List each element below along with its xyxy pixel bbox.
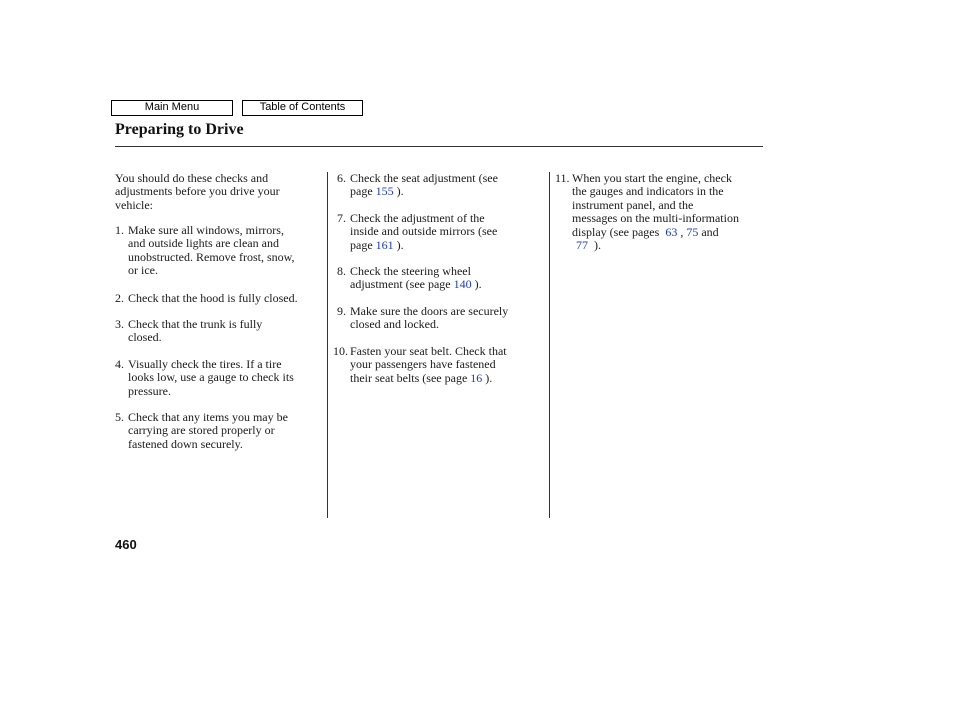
item-line: pressure. — [128, 383, 171, 398]
item-line: Make sure the doors are securely — [350, 304, 509, 318]
item-line: instrument panel, and the — [572, 197, 694, 212]
item-number: 8. — [337, 264, 346, 278]
title-divider — [115, 146, 763, 147]
item-number: 6. — [337, 171, 346, 185]
item-text: their seat belts (see page — [350, 370, 468, 385]
item-number: 11. — [555, 171, 570, 185]
item-line: When you start the engine, check — [572, 171, 732, 185]
item-text: ). — [396, 237, 404, 252]
item-line: Visually check the tires. If a tire — [128, 357, 282, 371]
item-line: Make sure all windows, mirrors, — [128, 223, 284, 237]
item-line: closed. — [128, 330, 162, 345]
item-line: closed and locked. — [350, 317, 439, 332]
item-line — [572, 226, 719, 239]
item-number: 2. — [115, 291, 124, 305]
item-line: or ice. — [128, 263, 158, 278]
item-number: 4. — [115, 357, 124, 371]
item-line — [350, 185, 404, 198]
page-link-63[interactable]: 63 — [665, 224, 678, 239]
page-number: 460 — [115, 537, 137, 552]
item-number: 10. — [333, 344, 348, 358]
column-divider-1 — [327, 172, 328, 518]
item-text: page — [350, 237, 373, 252]
page-link-161[interactable]: 161 — [375, 237, 394, 252]
table-of-contents-button[interactable]: Table of Contents — [242, 100, 363, 116]
page-link-155[interactable]: 155 — [375, 184, 394, 199]
item-line: messages on the multi-information — [572, 211, 739, 226]
item-text: display (see pages — [572, 224, 660, 239]
item-line — [576, 239, 601, 252]
item-line: inside and outside mirrors (see — [350, 224, 498, 239]
item-text: page — [350, 184, 373, 199]
item-text: ). — [594, 238, 601, 252]
main-menu-button[interactable]: Main Menu — [111, 100, 233, 116]
item-number: 9. — [337, 304, 346, 318]
item-line: Check that the hood is fully closed. — [128, 291, 298, 305]
item-number: 1. — [115, 223, 124, 237]
page-title: Preparing to Drive — [115, 121, 244, 138]
item-line: the gauges and indicators in the — [572, 184, 724, 199]
item-line: your passengers have fastened — [350, 357, 496, 372]
item-line — [350, 372, 492, 385]
item-line: and outside lights are clean and — [128, 236, 279, 251]
item-text: ). — [474, 277, 482, 292]
item-line: Check the adjustment of the — [350, 211, 485, 225]
item-text: adjustment (see page — [350, 277, 451, 292]
item-text: and — [701, 224, 719, 239]
item-number: 3. — [115, 317, 124, 331]
item-line: looks low, use a gauge to check its — [128, 370, 294, 385]
item-line — [350, 278, 482, 291]
page-link-140[interactable]: 140 — [453, 277, 472, 292]
page-link-77[interactable]: 77 — [576, 238, 588, 252]
item-line — [350, 239, 404, 252]
page-link-75[interactable]: 75 — [686, 224, 699, 239]
column-divider-2 — [549, 172, 550, 518]
item-line: Fasten your seat belt. Check that — [350, 344, 507, 358]
item-text: ). — [485, 370, 493, 385]
intro-line: vehicle: — [115, 197, 153, 212]
item-line: Check the steering wheel — [350, 264, 471, 278]
item-line: Check that the trunk is fully — [128, 317, 263, 331]
item-line: carrying are stored properly or — [128, 423, 275, 438]
item-line: unobstructed. Remove frost, snow, — [128, 249, 295, 264]
intro-line: adjustments before you drive your — [115, 184, 280, 199]
item-text: , — [680, 224, 684, 239]
item-number: 7. — [337, 211, 346, 225]
item-line: fastened down securely. — [128, 436, 243, 451]
item-line: Check that any items you may be — [128, 410, 288, 424]
item-number: 5. — [115, 410, 124, 424]
intro-line: You should do these checks and — [115, 171, 269, 185]
item-line: Check the seat adjustment (see — [350, 171, 498, 185]
item-text: ). — [396, 184, 404, 199]
page-link-16[interactable]: 16 — [470, 370, 483, 385]
